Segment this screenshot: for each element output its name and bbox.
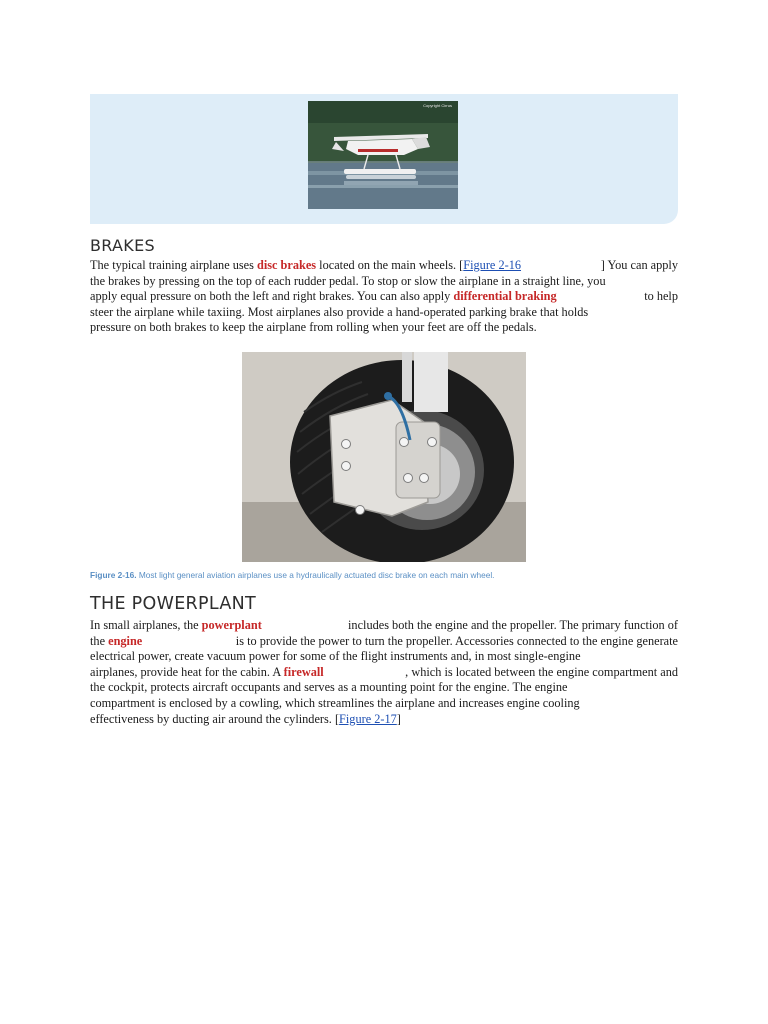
keyword-firewall: firewall [283,664,324,679]
figure-2-16-link[interactable]: Figure 2-16 [463,258,522,272]
text-line [90,712,678,728]
disc-brake-photo [242,352,526,562]
figure-caption-text: Most light general aviation airplanes use a hydraulically actuated disc brake on each main wheel. [136,570,495,580]
text-segment: ] You can apply [600,258,678,272]
text-line [90,634,678,650]
keyword-engine: engine [108,633,143,648]
keyword-differential-braking: differential braking [453,289,557,304]
photo-credit: Copyright Cirrus [423,103,452,108]
text-segment: airplanes, provide heat for the cabin. A firewall [90,664,324,679]
text-line: steer the airplane while taxiing. Most airplanes also provide a hand-operated parking brake that holds [90,304,589,319]
figure-caption [90,570,494,580]
text-line [90,289,678,305]
brakes-paragraph [90,258,678,336]
figure-label: Figure 2-16. [90,570,137,580]
text-line: electrical power, create vacuum power for some of the flight instruments and, in most single-engine [90,649,581,664]
text-segment: In small airplanes, the powerplant [90,618,262,632]
floatplane-illustration [308,101,458,209]
text-line: pressure on both brakes to keep the airplane from rolling when your feet are off the pedals. [90,320,537,335]
text-line: compartment is enclosed by a cowling, which streamlines the airplane and increases engine cooling [90,695,580,710]
text-line [90,618,678,634]
figure-2-17-link[interactable]: Figure 2-17 [339,711,397,726]
powerplant-paragraph [90,618,678,727]
text-line [90,258,678,274]
text-segment: apply equal pressure on both the left and right brakes. You can also apply differential braking [90,289,557,304]
keyword-powerplant: powerplant [201,618,262,632]
text-segment: , which is located between the engine compartment and [405,664,678,679]
text-segment: effectiveness by ducting air around the cylinders. [Figure 2-17] [90,711,401,726]
disc-brake-illustration [242,352,526,562]
text-segment: includes both the engine and the propeller. The primary function of [348,618,678,632]
text-line: the brakes by pressing on the top of each rudder pedal. To stop or slow the airplane in a straight line, you [90,273,606,288]
keyword-disc-brakes: disc brakes [256,258,317,272]
text-segment: to help [644,289,678,304]
floatplane-photo [308,101,458,209]
text-segment: is to provide the power to turn the propeller. Accessories connected to the engine generate [235,633,678,648]
section-heading-powerplant: THE POWERPLANT [90,594,256,614]
text-segment: the engine [90,633,143,648]
text-line: the cockpit, protects aircraft occupants and serves as a mounting point for the engine. The engine [90,680,568,695]
section-heading-brakes: BRAKES [90,236,155,255]
text-line [90,665,678,681]
text-segment: The typical training airplane uses disc brakes located on the main wheels. [Figure 2-16 [90,258,522,272]
